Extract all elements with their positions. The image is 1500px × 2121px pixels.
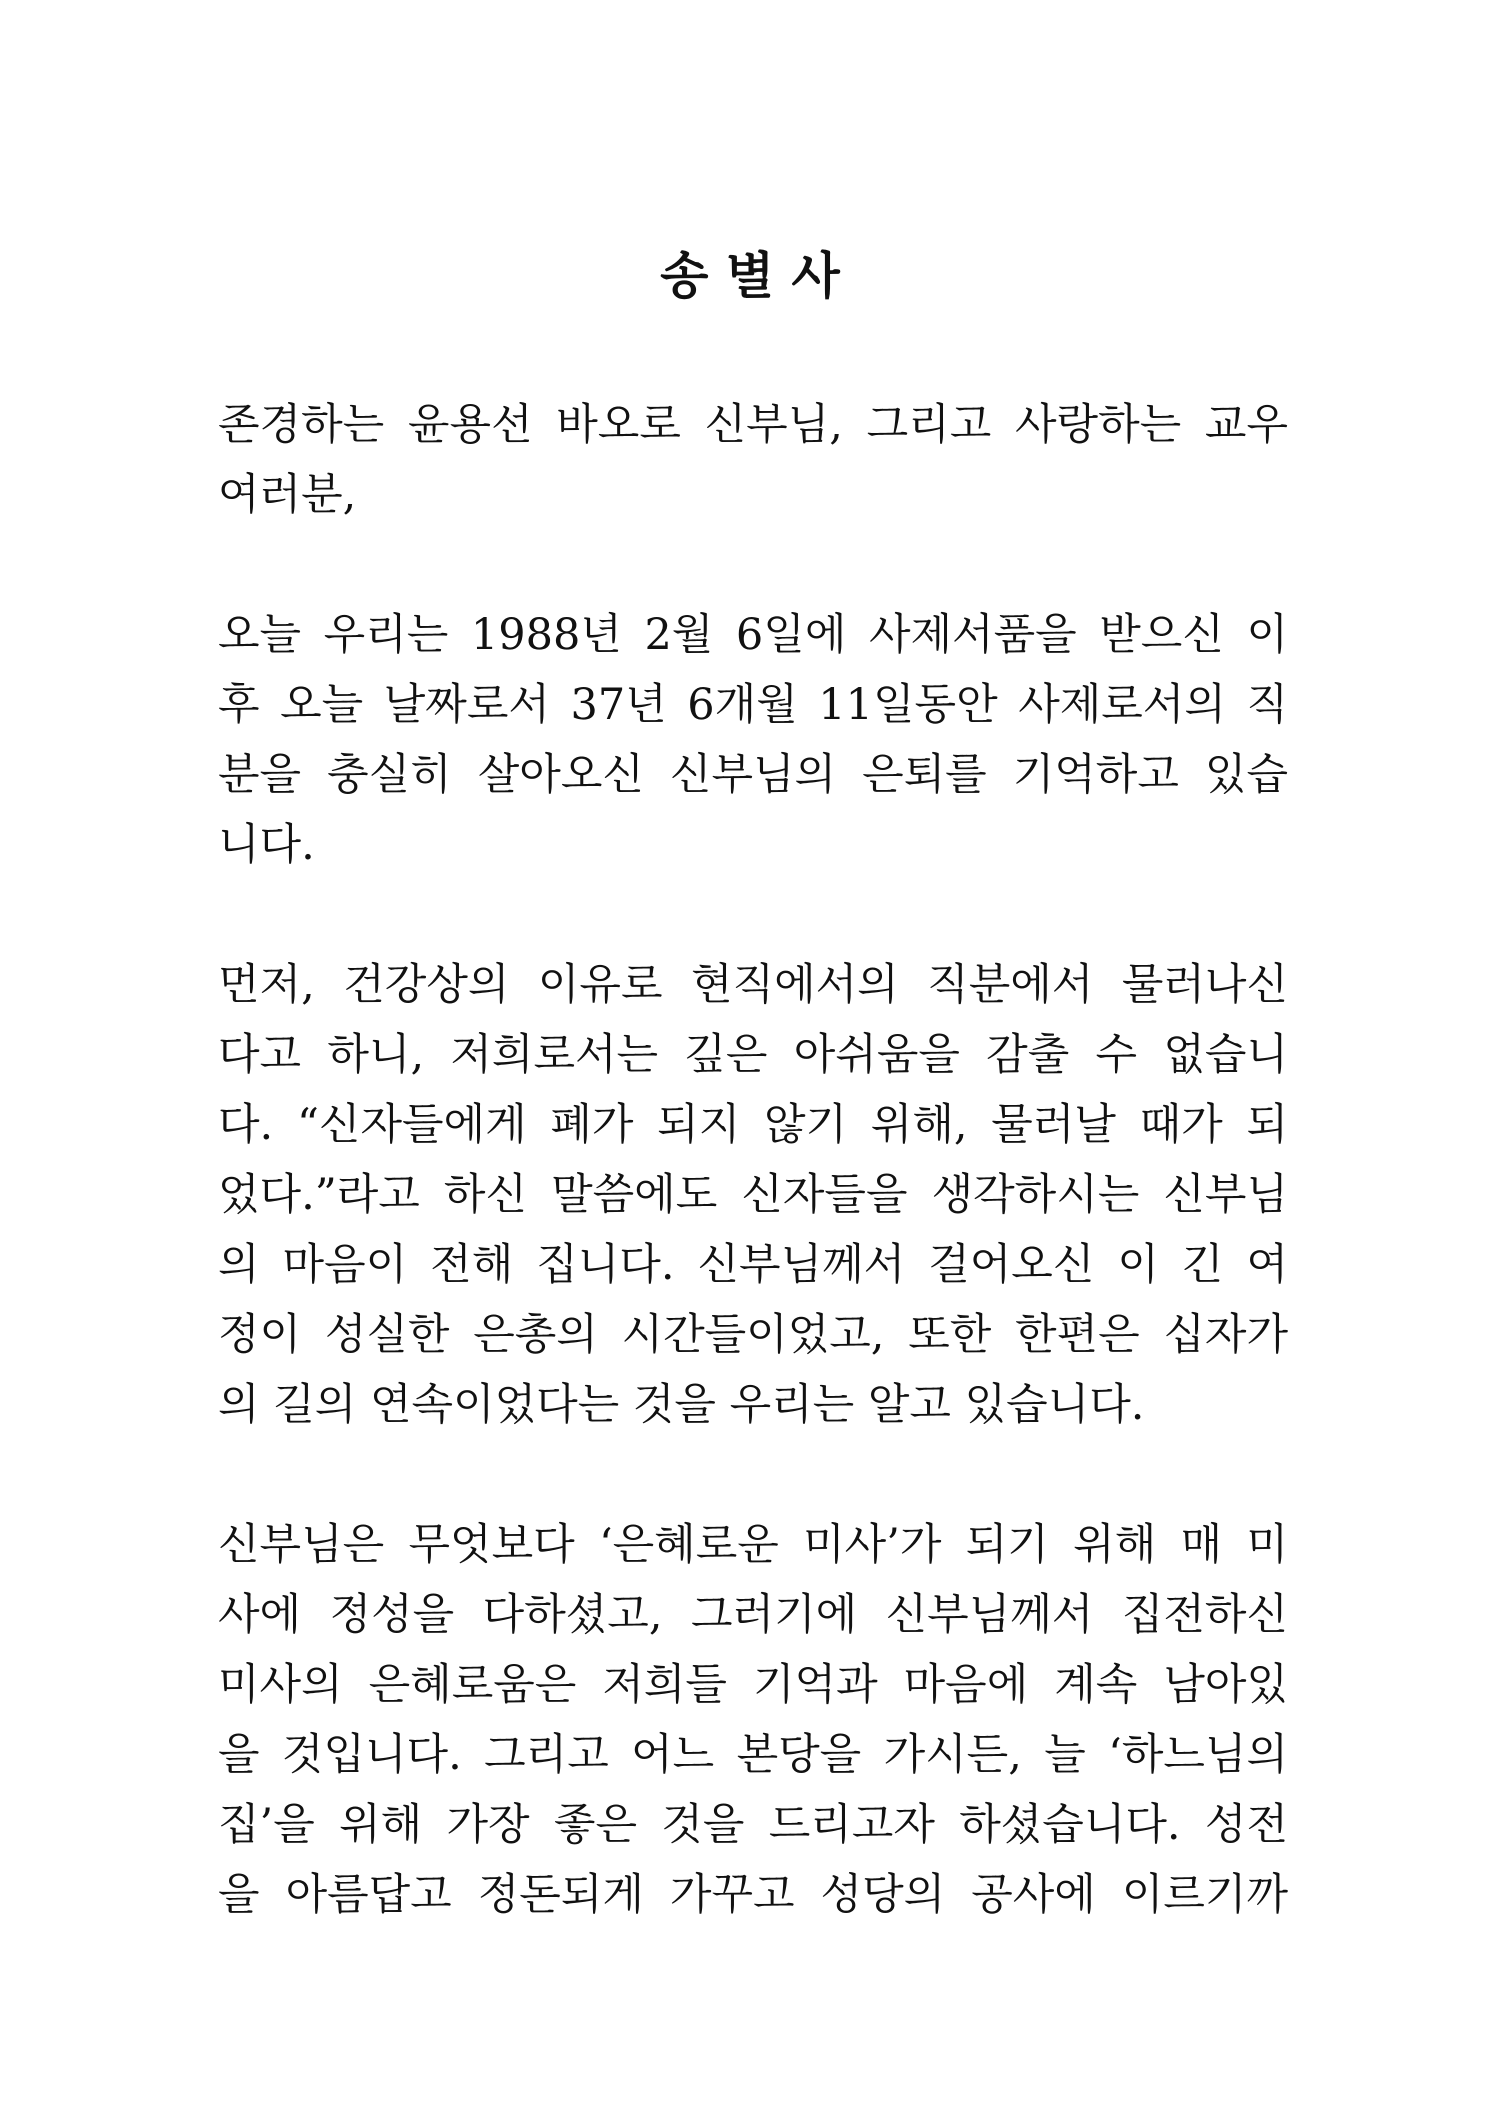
text-line: 오늘 우리는 1988년 2월 6일에 사제서품을 받으신 이 xyxy=(218,610,1288,660)
text-line: 미사의 은혜로움은 저희들 기억과 마음에 계속 남아있 xyxy=(218,1660,1288,1710)
text-line: 다. “신자들에게 폐가 되지 않기 위해, 물러날 때가 되 xyxy=(218,1100,1288,1150)
text-line: 사에 정성을 다하셨고, 그러기에 신부님께서 집전하신 xyxy=(218,1590,1288,1640)
text-line: 었다.”라고 하신 말씀에도 신자들을 생각하시는 신부님 xyxy=(218,1170,1288,1220)
text-line: 분을 충실히 살아오신 신부님의 은퇴를 기억하고 있습 xyxy=(218,750,1288,800)
text-line: 여러분, xyxy=(218,470,357,520)
text-line: 신부님은 무엇보다 ‘은혜로운 미사’가 되기 위해 매 미 xyxy=(218,1520,1288,1570)
paragraph-retirement xyxy=(218,950,1288,1440)
text-line: 을 것입니다. 그리고 어느 본당을 가시든, 늘 ‘하느님의 xyxy=(218,1730,1288,1780)
paragraph-ordination xyxy=(218,600,1288,880)
text-line: 정이 성실한 은총의 시간들이었고, 또한 한편은 십자가 xyxy=(218,1310,1288,1360)
text-line: 의 길의 연속이었다는 것을 우리는 알고 있습니다. xyxy=(218,1380,1145,1430)
text-line: 후 오늘 날짜로서 37년 6개월 11일동안 사제로서의 직 xyxy=(218,680,1288,730)
document-body xyxy=(218,390,1288,2000)
text-line: 다고 하니, 저희로서는 깊은 아쉬움을 감출 수 없습니 xyxy=(218,1030,1288,1080)
text-line: 집’을 위해 가장 좋은 것을 드리고자 하셨습니다. 성전 xyxy=(218,1800,1288,1850)
text-line: 니다. xyxy=(218,820,315,870)
text-line: 을 아름답고 정돈되게 가꾸고 성당의 공사에 이르기까 xyxy=(218,1870,1288,1920)
paragraph-greeting xyxy=(218,390,1288,530)
text-line: 존경하는 윤용선 바오로 신부님, 그리고 사랑하는 교우 xyxy=(218,400,1288,450)
page-title: 송 별 사 xyxy=(660,247,840,305)
text-line: 의 마음이 전해 집니다. 신부님께서 걸어오신 이 긴 여 xyxy=(218,1240,1288,1290)
text-line: 먼저, 건강상의 이유로 현직에서의 직분에서 물러나신 xyxy=(218,960,1288,1010)
paragraph-mass xyxy=(218,1510,1288,1930)
